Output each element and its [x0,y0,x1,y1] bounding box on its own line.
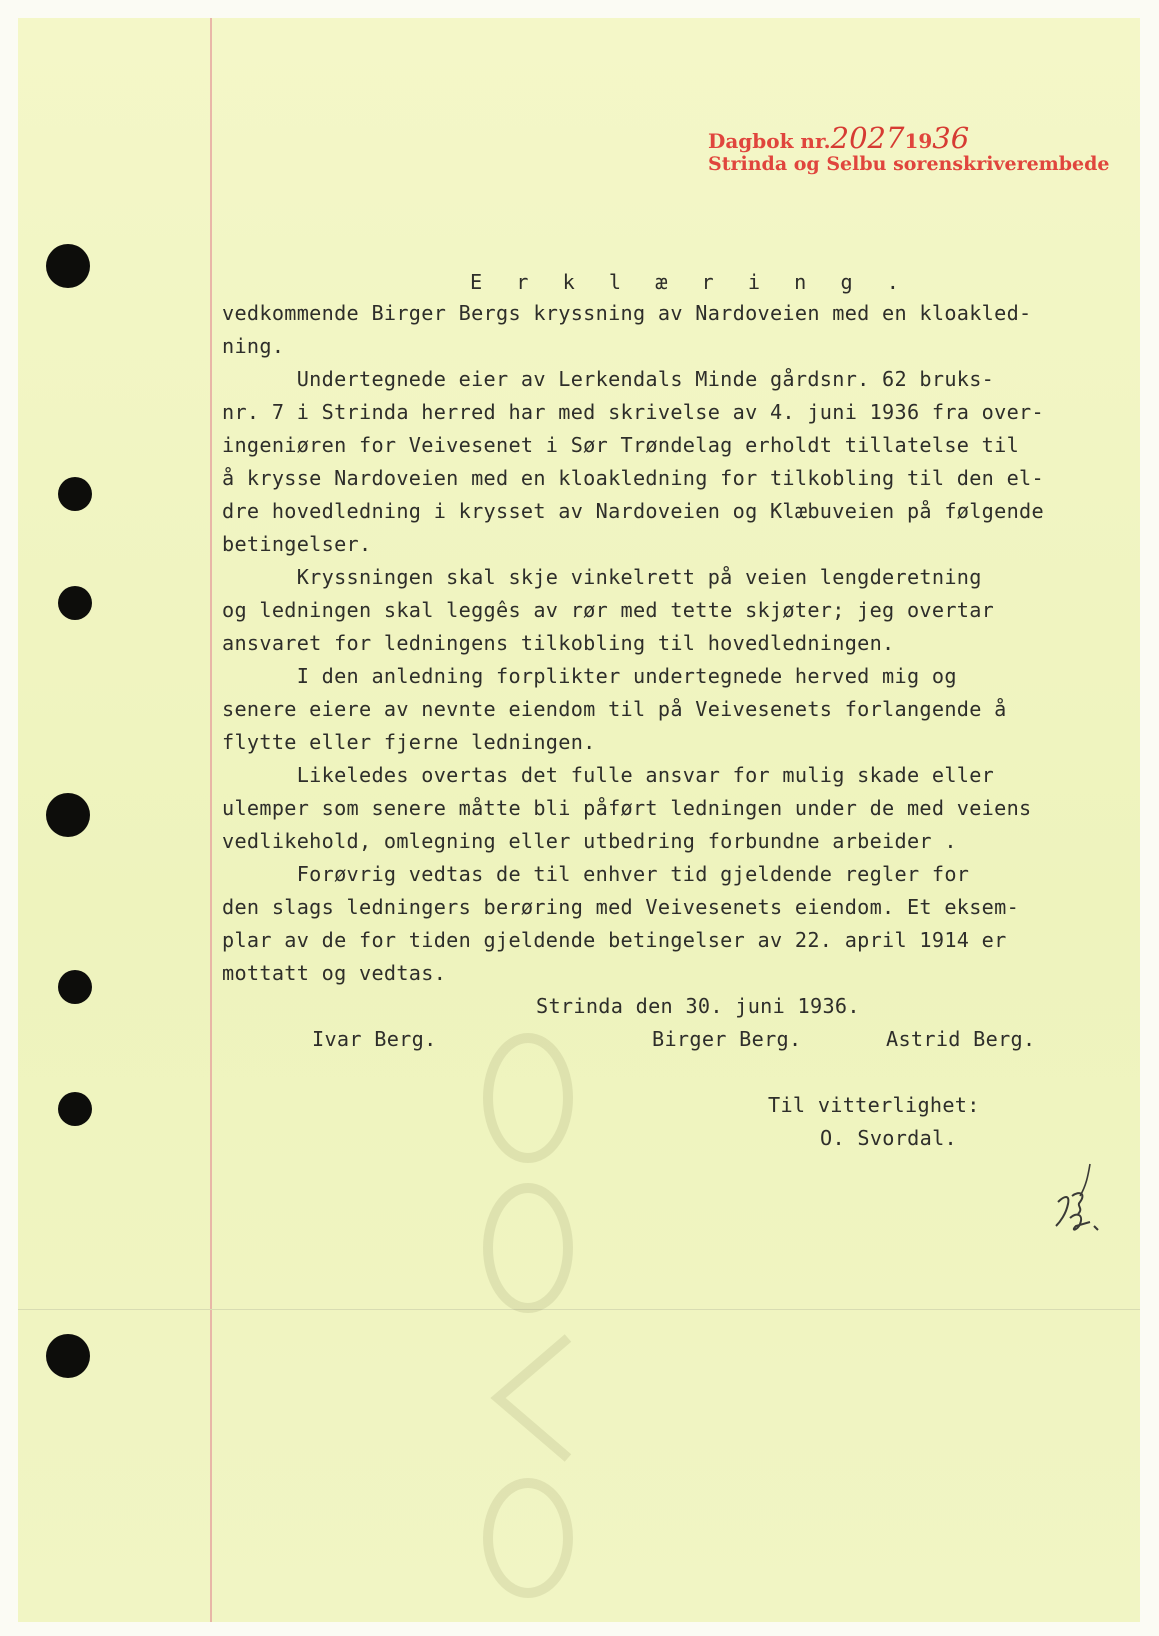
margin-rule [210,18,212,1622]
punch-hole [46,793,90,837]
body-line: dre hovedledning i krysset av Nardoveien og Klæbuveien på følgende [222,499,1044,523]
stamp-year-prefix: 19 [904,129,933,153]
registry-stamp [708,121,1110,175]
body-line: senere eiere av nevnte eiendom til på Veivesenets forlangende å [222,697,1007,721]
body-line: og ledningen skal leggês av rør med tette skjøter; jeg overtar [222,598,995,622]
body-line: vedkommende Birger Bergs kryssning av Nardoveien med en kloakled- [222,301,1032,325]
body-line: ning. [222,334,285,358]
body-line: vedlikehold, omlegning eller utbedring forbundne arbeider . [222,829,957,853]
stamp-number: 2027 [830,121,905,155]
stamp-office: Strinda og Selbu sorenskriverembede [708,153,1110,175]
body-line: Forøvrig vedtas de til enhver tid gjeldende regler for [222,862,970,886]
watermark [458,1018,638,1618]
punch-hole [58,970,92,1004]
body-line: ingeniøren for Veivesenet i Sør Trøndelag erholdt tillatelse til [222,433,1020,457]
body-line: å krysse Nardoveien med en kloakledning for tilkobling til den el- [222,466,1044,490]
punch-hole [58,586,92,620]
signature-astrid: Astrid Berg. [886,1027,1036,1051]
handwritten-initials [1050,1156,1120,1234]
document-page [18,18,1140,1622]
body-line: ansvaret for ledningens tilkobling til hovedledningen. [222,631,895,655]
body-line: den slags ledningers berøring med Veivesenets eiendom. Et eksem- [222,895,1020,919]
date-line: Strinda den 30. juni 1936. [536,994,860,1018]
punch-hole [46,1334,90,1378]
stamp-year: 36 [932,121,970,155]
witness-name: O. Svordal. [820,1126,957,1150]
punch-hole [58,1092,92,1126]
body-line: ulemper som senere måtte bli påført ledningen under de med veiens [222,796,1032,820]
body-line: plar av de for tiden gjeldende betingelser av 22. april 1914 er [222,928,1007,952]
witness-label: Til vitterlighet: [768,1093,980,1117]
signature-birger: Birger Berg. [652,1027,802,1051]
punch-hole [58,477,92,511]
signature-ivar: Ivar Berg. [312,1027,437,1051]
body-line: Undertegnede eier av Lerkendals Minde gårdsnr. 62 bruks- [222,367,995,391]
body-line: nr. 7 i Strinda herred har med skrivelse av 4. juni 1936 fra over- [222,400,1044,424]
body-line: betingelser. [222,532,372,556]
document-title: E r k l æ r i n g . [470,270,910,294]
body-line: Likeledes overtas det fulle ansvar for mulig skade eller [222,763,995,787]
body-line: I den anledning forplikter undertegnede herved mig og [222,664,957,688]
body-line: flytte eller fjerne ledningen. [222,730,596,754]
body-line: mottatt og vedtas. [222,961,447,985]
stamp-prefix: Dagbok nr. [708,129,831,153]
body-line: Kryssningen skal skje vinkelrett på veien lengderetning [222,565,982,589]
punch-hole [46,244,90,288]
